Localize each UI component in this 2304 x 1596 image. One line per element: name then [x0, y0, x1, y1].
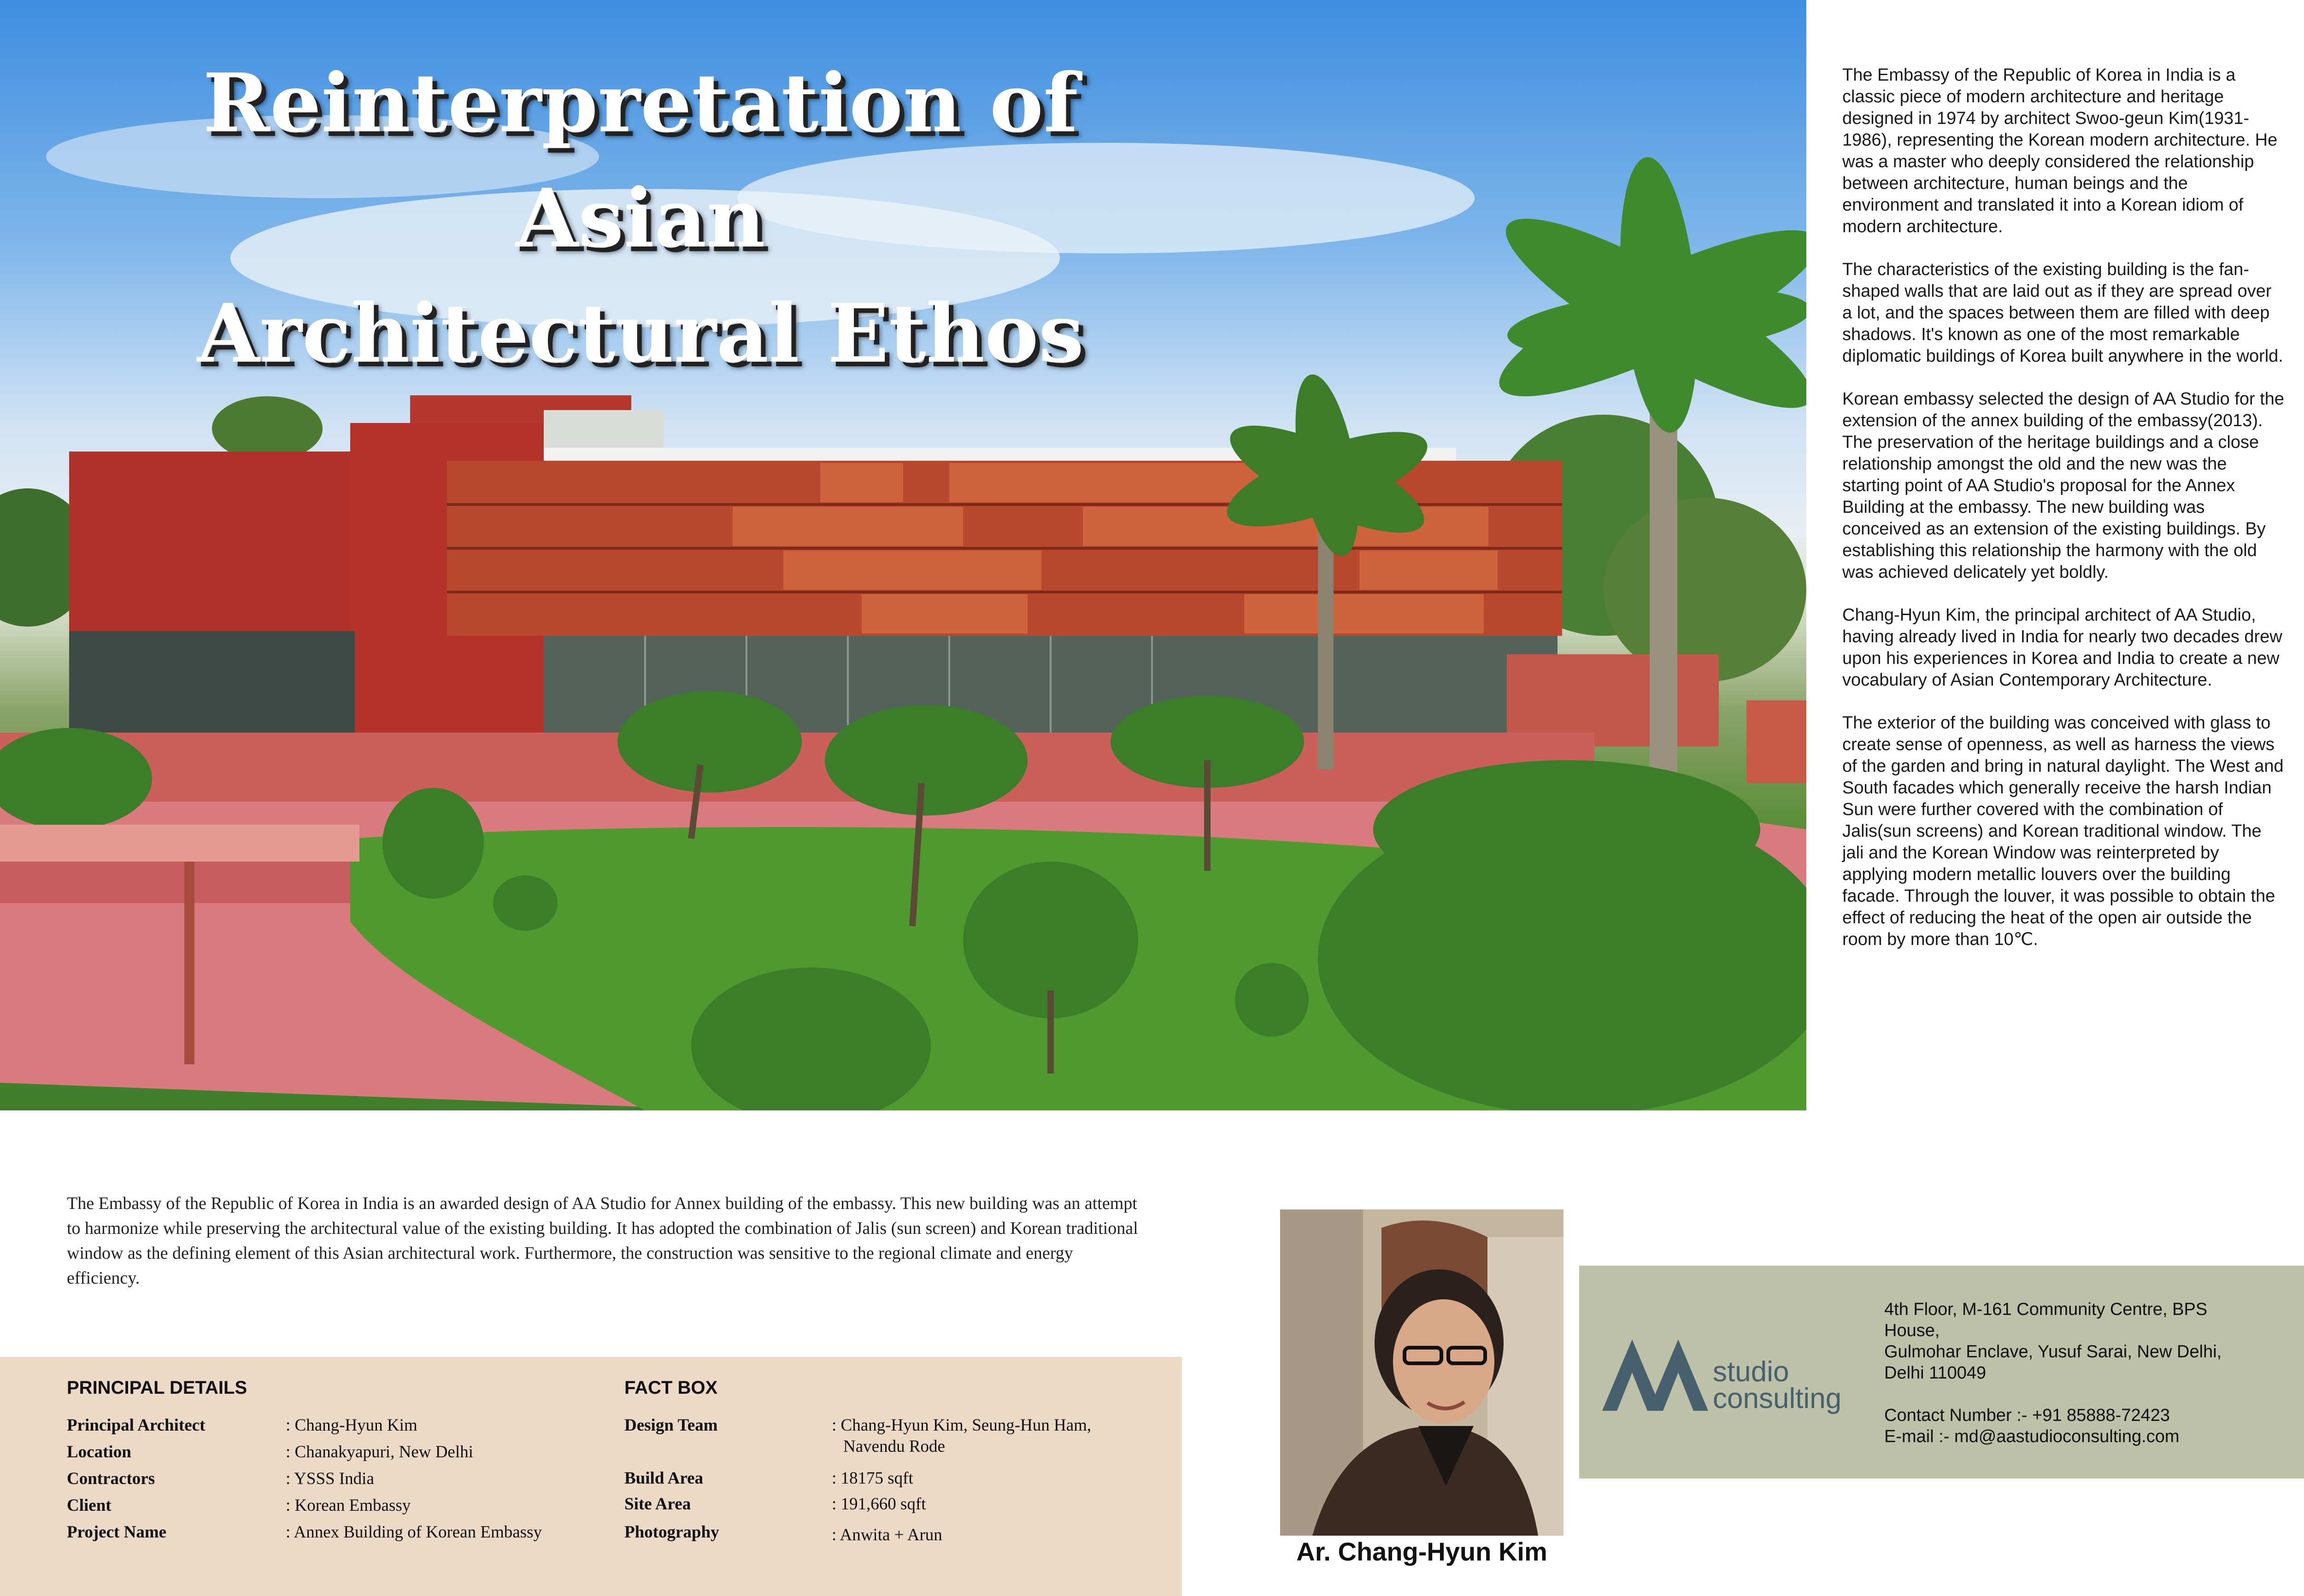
details-panel — [0, 1357, 1182, 1596]
fact-value: : 18175 sqft — [832, 1469, 913, 1488]
fact-box-heading: FACT BOX — [624, 1378, 718, 1398]
logo-text-consulting: consulting — [1713, 1383, 1842, 1414]
article-paragraph: Chang-Hyun Kim, the principal architect of AA Studio, having already lived in India for nearly two decades drew upon his experiences in Korea and India to create a new vocabulary of Asian Contemporary Architecture. — [1842, 605, 2282, 690]
contact-block — [1884, 1299, 2271, 1447]
fact-value: : Anwita + Arun — [832, 1526, 942, 1544]
fact-value: : Chang-Hyun Kim, Seung-Hun Ham, — [832, 1416, 1092, 1435]
fact-label: Build Area — [624, 1469, 703, 1488]
logo-text-studio: studio — [1713, 1356, 1789, 1388]
address-line: Delhi 110049 — [1884, 1363, 1987, 1383]
detail-value: : Chanakyapuri, New Delhi — [286, 1443, 473, 1461]
detail-label: Location — [67, 1443, 131, 1461]
fact-value: : 191,660 sqft — [832, 1495, 926, 1514]
architect-name: Ar. Chang-Hyun Kim — [1296, 1537, 1547, 1566]
article-paragraph: The characteristics of the existing building is the fan-shaped walls that are laid out as if they are spread over a lot, and the spaces between them are filled with deep shadows. It's known as one of the most remarkable diplomatic buildings of Korea built anywhere in the world. — [1842, 260, 2283, 366]
detail-value: : YSSS India — [286, 1469, 374, 1488]
fact-label: Site Area — [624, 1495, 691, 1514]
fact-label: Photography — [624, 1523, 719, 1542]
detail-label: Client — [67, 1496, 112, 1515]
title-line-1: Reinterpretation of Asian — [203, 56, 1078, 266]
article-paragraph: The exterior of the building was conceived with glass to create sense of openness, as well as harness the views of the garden and bring in natural daylight. The West and South facades which generally receive the harsh Indian Sun were further covered with the combination of Jalis(sun screens) and Korean traditional window. The jali and the Korean Window was reinterpreted by applying modern metallic louvers over the building facade. Through the louver, it was possible to obtain the effect of reducing the heat of the open air outside the room by more than 10℃. — [1842, 713, 2284, 949]
article-column — [1842, 65, 2285, 972]
detail-value: : Korean Embassy — [286, 1496, 411, 1515]
detail-label: Principal Architect — [67, 1416, 206, 1435]
page-title — [65, 46, 1217, 392]
company-panel — [1579, 1266, 2304, 1479]
address-line: House, — [1884, 1321, 1940, 1340]
email-address[interactable]: E-mail :- md@aastudioconsulting.com — [1884, 1427, 2180, 1446]
fact-label: Design Team — [624, 1416, 718, 1435]
title-line-2: Architectural Ethos — [197, 287, 1084, 381]
aa-logo-icon — [1598, 1330, 1717, 1422]
article-paragraph: The Embassy of the Republic of Korea in India is a classic piece of modern architecture and heritage designed in 1974 by architect Swoo-geun Kim(1931-1986), representing the Korean modern architecture. He was a master who deeply considered the relationship between architecture, human beings and the environment and translated it into a Korean idiom of modern architecture. — [1842, 65, 2278, 236]
detail-value: : Annex Building of Korean Embassy — [286, 1523, 542, 1542]
detail-label: Contractors — [67, 1469, 155, 1488]
detail-label: Project Name — [67, 1523, 167, 1542]
address-line: Gulmohar Enclave, Yusuf Sarai, New Delhi, — [1884, 1342, 2222, 1361]
address-line: 4th Floor, M-161 Community Centre, BPS — [1884, 1300, 2208, 1319]
contact-number: Contact Number :- +91 85888-72423 — [1884, 1406, 2170, 1425]
principal-details-heading: PRINCIPAL DETAILS — [67, 1378, 247, 1398]
aa-studio-logo — [1598, 1330, 1856, 1432]
fact-value: Navendu Rode — [843, 1437, 945, 1456]
architect-portrait — [1280, 1209, 1563, 1536]
detail-value: : Chang-Hyun Kim — [286, 1416, 417, 1435]
portrait-illustration — [1280, 1209, 1563, 1536]
intro-paragraph: The Embassy of the Republic of Korea in India is an awarded design of AA Studio for Annex building of the embassy. This new building was an attempt to harmonize while preserving the architectural value of the existing building. It has adopted the combination of Jalis (sun screen) and Korean traditional window as the defining element of this Asian architectural work. Furthermore, the construction was sensitive to the regional climate and energy efficiency. — [67, 1194, 1138, 1288]
article-paragraph: Korean embassy selected the design of AA Studio for the extension of the annex building of the embassy(2013). The preservation of the heritage buildings and a close relationship amongst the old and the new was the starting point of AA Studio's proposal for the Annex Building at the embassy. The new building was conceived as an extension of the existing buildings. By establishing this relationship the harmony with the old was achieved delicately yet boldly. — [1842, 389, 2285, 582]
